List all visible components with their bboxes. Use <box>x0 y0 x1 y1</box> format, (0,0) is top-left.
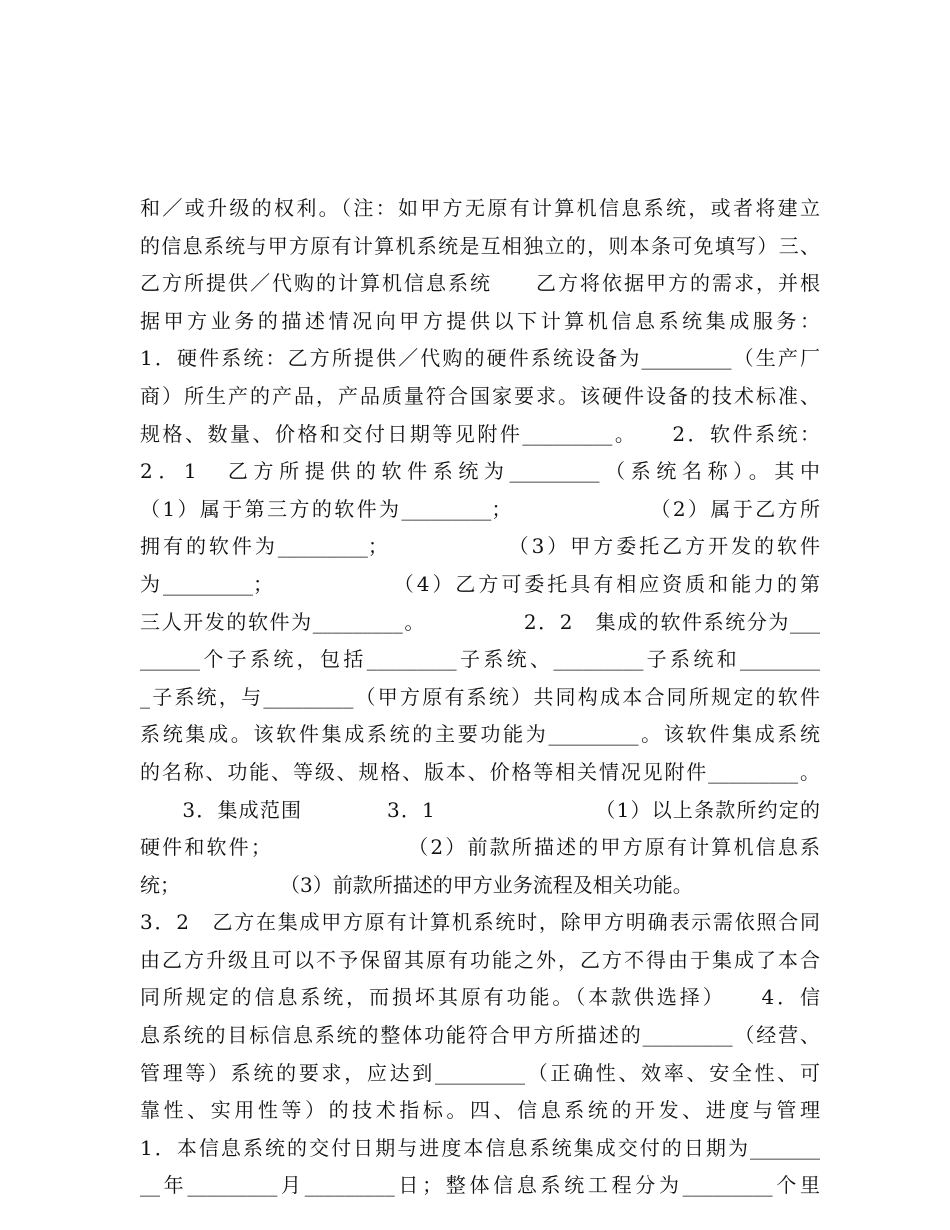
text-line: 3．2 乙方在集成甲方原有计算机系统时，除甲方明确表示需依照合同 <box>140 910 820 935</box>
text-line: 息系统的目标信息系统的整体功能符合甲方所描述的_________（经营、 <box>140 1023 820 1048</box>
text-line: __年_________月_________日；整体信息系统工程分为_________个里 <box>140 1173 820 1198</box>
text-line: 据甲方业务的描述情况向甲方提供以下计算机信息系统集成服务： <box>140 308 820 333</box>
text-line: 拥有的软件为_________； （3）甲方委托乙方开发的软件 <box>140 534 820 559</box>
text-line: 统； （3）前款所描述的甲方业务流程及相关功能。 <box>140 872 693 897</box>
text-line: 硬件和软件； （2）前款所描述的甲方原有计算机信息系 <box>140 835 820 860</box>
text-line: 为_________； （4）乙方可委托具有相应资质和能力的第 <box>140 571 820 596</box>
text-line: 的信息系统与甲方原有计算机系统是互相独立的，则本条可免填写）三、 <box>140 233 820 258</box>
text-line: 三人开发的软件为_________。 2．2 集成的软件系统分为___ <box>140 609 820 634</box>
text-line: 1．本信息系统的交付日期与进度本信息系统集成交付的日期为_______ <box>140 1135 820 1160</box>
text-line: 商）所生产的产品，产品质量符合国家要求。该硬件设备的技术标准、 <box>140 383 820 408</box>
text-line: 规格、数量、价格和交付日期等见附件_________。 2．软件系统： <box>140 421 820 446</box>
text-line: 管理等）系统的要求，应达到_________（正确性、效率、安全性、可 <box>140 1060 820 1085</box>
text-line: _子系统，与_________（甲方原有系统）共同构成本合同所规定的软件 <box>140 684 820 709</box>
text-line: 3．集成范围 3．1 （1）以上条款所约定的 <box>140 797 820 822</box>
text-line: 靠性、实用性等）的技术指标。四、信息系统的开发、进度与管理 <box>140 1098 820 1123</box>
text-line: 同所规定的信息系统，而损坏其原有功能。（本款供选择） 4．信 <box>140 985 820 1010</box>
text-line: 由乙方升级且可以不予保留其原有功能之外，乙方不得由于集成了本合 <box>140 947 820 972</box>
text-line: 系统集成。该软件集成系统的主要功能为_________。该软件集成系统 <box>140 722 820 747</box>
text-line: 1．硬件系统：乙方所提供／代购的硬件系统设备为_________（生产厂 <box>140 346 820 371</box>
text-line: 乙方所提供／代购的计算机信息系统 乙方将依据甲方的需求，并根 <box>140 271 820 296</box>
contract-body-text <box>140 190 820 1205</box>
text-line: 2．1 乙方所提供的软件系统为_________（系统名称）。其中 <box>140 459 820 484</box>
text-line: ______个子系统，包括_________子系统、_________子系统和________ <box>140 647 820 672</box>
text-line: （1）属于第三方的软件为_________； （2）属于乙方所 <box>140 496 820 521</box>
text-line: 和／或升级的权利。（注：如甲方无原有计算机信息系统，或者将建立 <box>140 196 820 220</box>
text-line: 的名称、功能、等级、规格、版本、价格等相关情况见附件_________。 <box>140 759 820 784</box>
